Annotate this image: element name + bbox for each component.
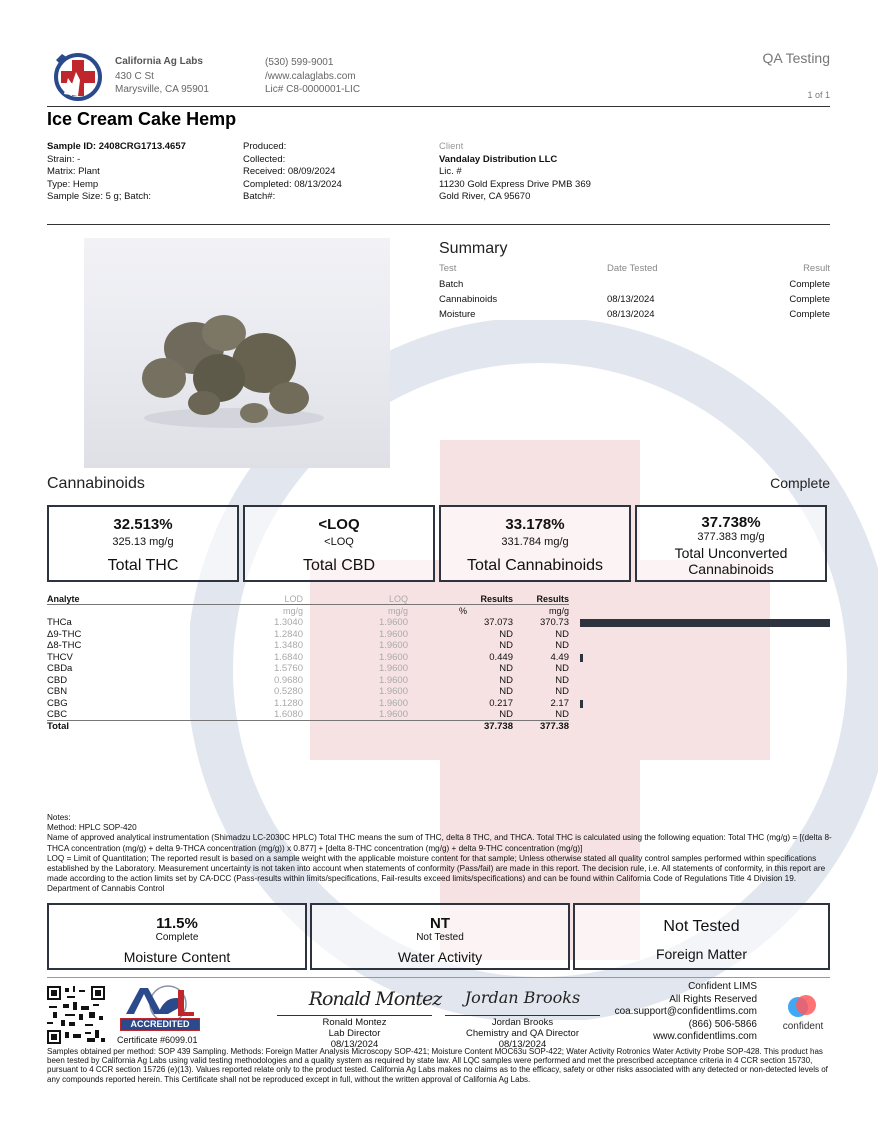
summary-title: Summary bbox=[439, 240, 508, 257]
water-activity-box bbox=[310, 903, 570, 970]
analyte-mgg: 4.49 bbox=[550, 651, 569, 663]
date-received: Received: 08/09/2024 bbox=[243, 166, 336, 177]
table-row bbox=[47, 640, 830, 652]
analyte-lod: 1.6840 bbox=[273, 651, 303, 663]
foreign-matter-box bbox=[573, 903, 830, 970]
analyte-loq: 1.9600 bbox=[378, 628, 408, 640]
analyte-pct: 0.449 bbox=[489, 651, 513, 663]
box-label-line-1: Total Unconverted bbox=[674, 545, 788, 561]
col-lod: LOD bbox=[284, 594, 303, 604]
analyte-lod: 1.3040 bbox=[273, 617, 303, 628]
signature-montez: Ronald Montez bbox=[308, 988, 442, 1010]
date-produced: Produced: bbox=[243, 141, 287, 152]
footer-divider bbox=[47, 977, 830, 978]
lab-address-2: Marysville, CA 95901 bbox=[115, 84, 209, 95]
box-label-line-2: Cannabinoids bbox=[688, 561, 774, 577]
hemp-buds-image bbox=[84, 238, 390, 468]
table-row bbox=[47, 698, 830, 710]
analyte-name: Δ9-THC bbox=[47, 628, 82, 640]
analyte-pct: ND bbox=[499, 674, 513, 686]
box-label: Total Cannabinoids bbox=[466, 557, 604, 574]
notes-equation: Name of approved analytical instrumentation (Shimadzu LC-2030C HPLC) Total THC means the sum of THC, delta 8 THC, and THCA. Total THC is calculated using the following equation: Total THC (mg/g) = [(delta 8-THCA concentration (mg/g) + delta 9-THCA concentration (mg/g)) x 0.877] + [delta 8-THC concentration (mg/g) + delta 9-THC concentration (mg/g)] bbox=[47, 833, 832, 853]
summary-result: Complete bbox=[789, 279, 830, 290]
client-address-2: Gold River, CA 95670 bbox=[439, 191, 531, 202]
box-label: Foreign Matter bbox=[655, 946, 748, 962]
unit-results-mgg: mg/g bbox=[548, 606, 569, 616]
table-row bbox=[47, 629, 830, 641]
box-label: Total CBD bbox=[302, 557, 376, 574]
footer-disclaimer: Samples obtained per method: SOP 439 Sampling. Methods: Foreign Matter Analysis Microscopy SOP-421; Moisture Content MOC63u SOP-422; Water Activity Rotronics Water Activity Probe SOP-428. This product has been tested by California Ag Labs using valid testing methodologies and a quality system as required by state law. All LQC samples were performed and met the prescribed acceptance criteria in 4 CCR section 15730, pursuant to 4 CCR section 15726 (e)(13). Values reported relate only to the product tested. California Ag Labs makes no claims as to the efficacy, safety or other risks associated with any detected or non-detected levels of any compounds reported herein. This Certificate shall not be reproduced except in full, without the written approval of California Ag Labs. bbox=[47, 1047, 828, 1084]
analyte-name: CBDa bbox=[47, 663, 73, 674]
table-row bbox=[47, 686, 830, 698]
qr-code[interactable] bbox=[47, 986, 105, 1044]
page-number: 1 of 1 bbox=[807, 90, 830, 100]
confident-phone: (866) 506-5866 bbox=[688, 1018, 757, 1030]
cannabinoids-status: Complete bbox=[770, 475, 830, 491]
date-completed: Completed: 08/13/2024 bbox=[243, 178, 342, 190]
box-value: 11.5% bbox=[156, 915, 198, 932]
signature-brooks: Jordan Brooks bbox=[464, 988, 581, 1007]
analyte-lod: 1.1280 bbox=[273, 697, 303, 709]
lab-logo bbox=[50, 50, 106, 102]
analyte-name: Δ8-THC bbox=[47, 640, 82, 651]
analyte-lod: 1.2840 bbox=[273, 628, 303, 640]
analyte-mgg: ND bbox=[555, 709, 569, 720]
box-status: Not Tested bbox=[416, 932, 464, 943]
analyte-name: CBG bbox=[47, 697, 68, 709]
signatory-date: 08/13/2024 bbox=[330, 1039, 379, 1050]
confident-logo-icon bbox=[785, 992, 819, 1020]
summary-result: Complete bbox=[789, 309, 830, 320]
moisture-box bbox=[47, 903, 307, 970]
notes-loq: LOQ = Limit of Quantitation; The reported result is based on a sample weight with the applicable moisture content for that sample; Unless otherwise stated all quality control samples performed within specifications established by the Laboratory. Measurement uncertainty is not taken into account when statements of conformity (Pass/fail) are made in this report. The decision rule, i.e. All statements of conformity, in this report are made according to the action limits set by CA-DCC (Pass-results within limits/specifications, Fail-results exceed limits/specifications) and can be found within California Code of Regulations Title 4 Division 19. Department of Cannabis Control bbox=[47, 853, 826, 894]
analyte-name: CBN bbox=[47, 686, 68, 697]
signatory-title: Chemistry and QA Director bbox=[466, 1028, 579, 1039]
summary-test: Batch bbox=[439, 279, 464, 290]
col-results-mgg: Results bbox=[536, 594, 569, 604]
analyte-pct: ND bbox=[499, 709, 513, 720]
confident-name: Confident LIMS bbox=[688, 981, 757, 992]
batch-number: Batch#: bbox=[243, 191, 276, 202]
analyte-mgg: 2.17 bbox=[550, 697, 569, 709]
analyte-lod: 1.6080 bbox=[273, 709, 303, 720]
analyte-name: THCV bbox=[47, 651, 73, 663]
lab-phone: (530) 599-9001 bbox=[265, 57, 334, 68]
signatory-date: 08/13/2024 bbox=[498, 1039, 547, 1050]
doc-type: QA Testing bbox=[762, 50, 830, 66]
sample-id: Sample ID: 2408CRG1713.4657 bbox=[47, 141, 186, 152]
table-row bbox=[47, 709, 830, 721]
analyte-loq: 1.9600 bbox=[378, 640, 408, 651]
table-row-total bbox=[47, 721, 830, 733]
confident-website[interactable]: www.confidentlims.com bbox=[653, 1031, 757, 1042]
analyte-loq: 1.9600 bbox=[378, 686, 408, 697]
certificate-number: Certificate #6099.01 bbox=[117, 1035, 198, 1045]
summary-date: 08/13/2024 bbox=[607, 309, 655, 320]
analyte-mgg: ND bbox=[555, 663, 569, 674]
box-label: Moisture Content bbox=[123, 949, 231, 965]
box-mgg: <LOQ bbox=[324, 536, 354, 548]
summary-result: Complete bbox=[789, 294, 830, 305]
summary-test: Cannabinoids bbox=[439, 294, 498, 305]
sample-info bbox=[47, 141, 186, 204]
sample-strain: Strain: - bbox=[47, 153, 81, 165]
analyte-loq: 1.9600 bbox=[378, 697, 408, 709]
info-divider bbox=[47, 224, 830, 225]
table-row bbox=[47, 663, 830, 675]
analyte-pct: 37.073 bbox=[483, 617, 513, 628]
product-title: Ice Cream Cake Hemp bbox=[47, 109, 237, 129]
sample-photo bbox=[84, 238, 390, 468]
client-address-1: 11230 Gold Express Drive PMB 369 bbox=[439, 178, 591, 190]
analyte-bar bbox=[580, 700, 583, 708]
signatory-1 bbox=[277, 1017, 432, 1050]
table-row bbox=[47, 652, 830, 664]
total-thc-box bbox=[47, 505, 239, 582]
notes-heading: Notes: bbox=[47, 813, 71, 822]
confident-email[interactable]: coa.support@confidentlims.com bbox=[614, 1006, 757, 1017]
summary-date: 08/13/2024 bbox=[607, 294, 655, 305]
col-loq: LOQ bbox=[388, 594, 408, 604]
box-percent: <LOQ bbox=[318, 516, 360, 533]
box-value: Not Tested bbox=[663, 918, 740, 935]
client-name: Vandalay Distribution LLC bbox=[439, 153, 558, 165]
table-header-rule bbox=[47, 604, 569, 605]
unit-results-pct: % bbox=[458, 606, 467, 616]
signatory-name: Jordan Brooks bbox=[491, 1017, 554, 1028]
lab-name: California Ag Labs bbox=[115, 56, 203, 67]
signature-line bbox=[445, 1015, 600, 1016]
accredited-badge: ACCREDITED bbox=[120, 1018, 200, 1031]
unit-lod: mg/g bbox=[282, 606, 303, 616]
box-label: Water Activity bbox=[397, 949, 483, 965]
analyte-loq: 1.9600 bbox=[378, 617, 408, 628]
analyte-pct: ND bbox=[499, 640, 513, 651]
signatory-title: Lab Director bbox=[328, 1028, 381, 1039]
confident-rights: All Rights Reserved bbox=[669, 993, 757, 1005]
analyte-mgg: 370.73 bbox=[539, 617, 569, 628]
lab-license: Lic# C8-0000001-LIC bbox=[265, 84, 361, 95]
box-percent: 32.513% bbox=[113, 516, 173, 533]
analyte-loq: 1.9600 bbox=[378, 663, 408, 674]
analyte-name: THCa bbox=[47, 617, 72, 628]
lab-website[interactable]: /www.calaglabs.com bbox=[265, 71, 356, 82]
box-percent: 33.178% bbox=[505, 516, 565, 533]
box-mgg: 331.784 mg/g bbox=[501, 536, 569, 548]
analyte-mgg: ND bbox=[555, 628, 569, 640]
summary-col-result: Result bbox=[803, 263, 830, 274]
box-mgg: 325.13 mg/g bbox=[112, 536, 174, 548]
summary-col-test: Test bbox=[439, 263, 457, 274]
total-pct: 37.738 bbox=[483, 720, 513, 732]
analyte-lod: 0.5280 bbox=[273, 686, 303, 697]
client-lic: Lic. # bbox=[439, 166, 462, 177]
cannabinoids-title: Cannabinoids bbox=[47, 475, 145, 492]
analyte-pct: ND bbox=[499, 628, 513, 640]
lab-address-1: 430 C St bbox=[115, 71, 154, 82]
analyte-bar bbox=[580, 654, 583, 662]
analyte-mgg: ND bbox=[555, 686, 569, 697]
col-results-pct: Results bbox=[480, 594, 513, 604]
sample-type: Type: Hemp bbox=[47, 178, 99, 190]
client-info bbox=[439, 141, 591, 204]
analyte-bar bbox=[580, 619, 830, 627]
analyte-pct: ND bbox=[499, 663, 513, 674]
signatory-name: Ronald Montez bbox=[322, 1017, 387, 1028]
box-mgg: 377.383 mg/g bbox=[697, 531, 765, 543]
analyte-name: CBD bbox=[47, 674, 68, 686]
confident-contact bbox=[587, 981, 757, 1044]
box-status: Complete bbox=[155, 932, 199, 943]
signature-line bbox=[277, 1015, 432, 1016]
analyte-mgg: ND bbox=[555, 674, 569, 686]
total-unconverted-box bbox=[635, 505, 827, 582]
summary-col-date: Date Tested bbox=[607, 263, 658, 274]
analyte-lod: 1.5760 bbox=[273, 663, 303, 674]
box-percent: 37.738% bbox=[701, 514, 761, 531]
notes-method: Method: HPLC SOP-420 bbox=[47, 823, 137, 833]
sample-matrix: Matrix: Plant bbox=[47, 166, 100, 177]
confident-logo-text: confident bbox=[782, 1021, 824, 1032]
unit-loq: mg/g bbox=[387, 606, 408, 616]
analyte-lod: 0.9680 bbox=[273, 674, 303, 686]
notes bbox=[47, 813, 832, 895]
analyte-name: CBC bbox=[47, 709, 68, 720]
total-mgg: 377.38 bbox=[539, 720, 569, 732]
table-row bbox=[47, 617, 830, 629]
analyte-mgg: ND bbox=[555, 640, 569, 651]
client-label: Client bbox=[439, 141, 464, 152]
signatory-2 bbox=[445, 1017, 600, 1050]
sample-dates bbox=[243, 141, 342, 204]
analyte-loq: 1.9600 bbox=[378, 709, 408, 720]
header-divider bbox=[47, 106, 830, 107]
date-collected: Collected: bbox=[243, 153, 286, 165]
table-row bbox=[47, 675, 830, 687]
total-cbd-box bbox=[243, 505, 435, 582]
total-name: Total bbox=[47, 720, 69, 732]
sample-size: Sample Size: 5 g; Batch: bbox=[47, 191, 152, 202]
total-cannabinoids-box bbox=[439, 505, 631, 582]
analyte-lod: 1.3480 bbox=[273, 640, 303, 651]
summary-test: Moisture bbox=[439, 309, 476, 320]
box-label: Total THC bbox=[107, 557, 179, 574]
box-value: NT bbox=[430, 915, 450, 932]
analyte-loq: 1.9600 bbox=[378, 674, 408, 686]
col-analyte: Analyte bbox=[47, 594, 80, 604]
analyte-pct: 0.217 bbox=[489, 697, 513, 709]
analyte-pct: ND bbox=[499, 686, 513, 697]
analyte-loq: 1.9600 bbox=[378, 651, 408, 663]
